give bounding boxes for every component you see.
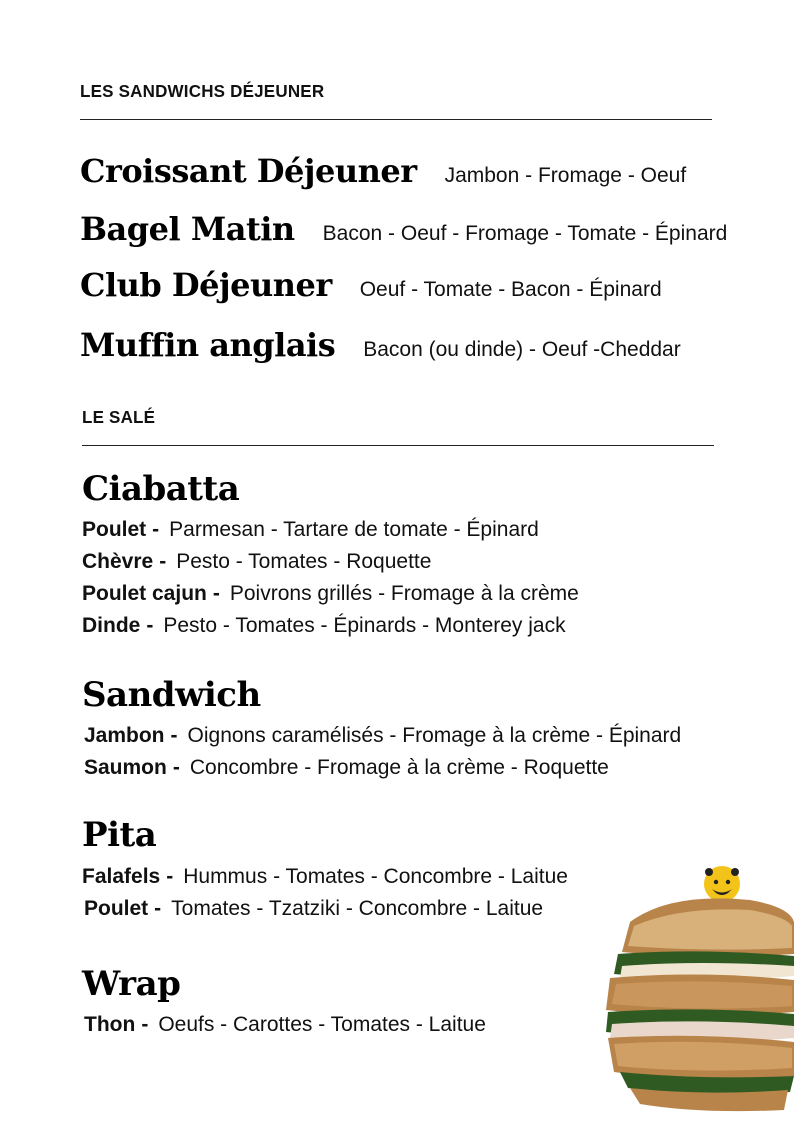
separator: - xyxy=(166,865,174,888)
item-desc: Jambon - Fromage - Oeuf xyxy=(444,164,687,187)
category-title-pita: Pita xyxy=(82,815,157,855)
separator: - xyxy=(172,756,180,779)
separator: - xyxy=(170,724,178,747)
separator: - xyxy=(212,582,220,605)
menu-item-bagel xyxy=(80,210,727,248)
item-desc: Oeuf - Tomate - Bacon - Épinard xyxy=(359,278,662,301)
list-item xyxy=(84,1013,486,1037)
section-title-breakfast: LES SANDWICHS DÉJEUNER xyxy=(80,81,325,102)
separator: - xyxy=(141,1013,149,1036)
item-label: Chèvre xyxy=(82,550,154,573)
item-label: Poulet cajun xyxy=(82,582,207,605)
separator: - xyxy=(154,897,162,920)
item-label: Falafels xyxy=(82,865,161,888)
list-item xyxy=(82,518,539,542)
list-item xyxy=(84,897,543,921)
item-desc: Pesto - Tomates - Roquette xyxy=(176,550,432,573)
section-title-savory: LE SALÉ xyxy=(82,407,156,428)
category-title-ciabatta: Ciabatta xyxy=(82,469,240,509)
item-label: Thon xyxy=(84,1013,136,1036)
item-name: Croissant Déjeuner xyxy=(80,152,417,190)
separator: - xyxy=(159,550,167,573)
item-desc: Pesto - Tomates - Épinards - Monterey jack xyxy=(163,614,566,637)
menu-item-croissant xyxy=(80,152,686,190)
item-label: Poulet xyxy=(84,897,149,920)
item-desc: Tomates - Tzatziki - Concombre - Laitue xyxy=(171,897,544,920)
menu-item-club xyxy=(80,266,662,304)
list-item xyxy=(82,614,566,638)
item-label: Dinde xyxy=(82,614,141,637)
list-item xyxy=(82,550,431,574)
list-item xyxy=(82,865,568,889)
item-desc: Bacon (ou dinde) - Oeuf -Cheddar xyxy=(363,338,681,361)
divider-breakfast xyxy=(80,119,712,120)
list-item xyxy=(84,756,609,780)
item-desc: Oignons caramélisés - Fromage à la crème - Épinard xyxy=(187,724,682,747)
menu-item-muffin xyxy=(80,326,681,364)
item-label: Jambon xyxy=(84,724,165,747)
item-desc: Parmesan - Tartare de tomate - Épinard xyxy=(169,518,539,541)
item-desc: Oeufs - Carottes - Tomates - Laitue xyxy=(158,1013,486,1036)
item-label: Saumon xyxy=(84,756,167,779)
item-label: Poulet xyxy=(82,518,147,541)
separator: - xyxy=(152,518,160,541)
item-name: Club Déjeuner xyxy=(80,266,332,304)
item-desc: Hummus - Tomates - Concombre - Laitue xyxy=(183,865,568,888)
item-desc: Bacon - Oeuf - Fromage - Tomate - Épinard xyxy=(322,222,728,245)
category-title-wrap: Wrap xyxy=(82,964,181,1004)
sandwich-stack-image xyxy=(600,862,794,1112)
category-title-sandwich: Sandwich xyxy=(82,675,261,715)
item-desc: Poivrons grillés - Fromage à la crème xyxy=(229,582,579,605)
item-name: Bagel Matin xyxy=(80,210,295,248)
divider-savory xyxy=(82,445,714,446)
list-item xyxy=(82,582,579,606)
list-item xyxy=(84,724,681,748)
item-desc: Concombre - Fromage à la crème - Roquette xyxy=(189,756,609,779)
separator: - xyxy=(146,614,154,637)
item-name: Muffin anglais xyxy=(80,326,336,364)
